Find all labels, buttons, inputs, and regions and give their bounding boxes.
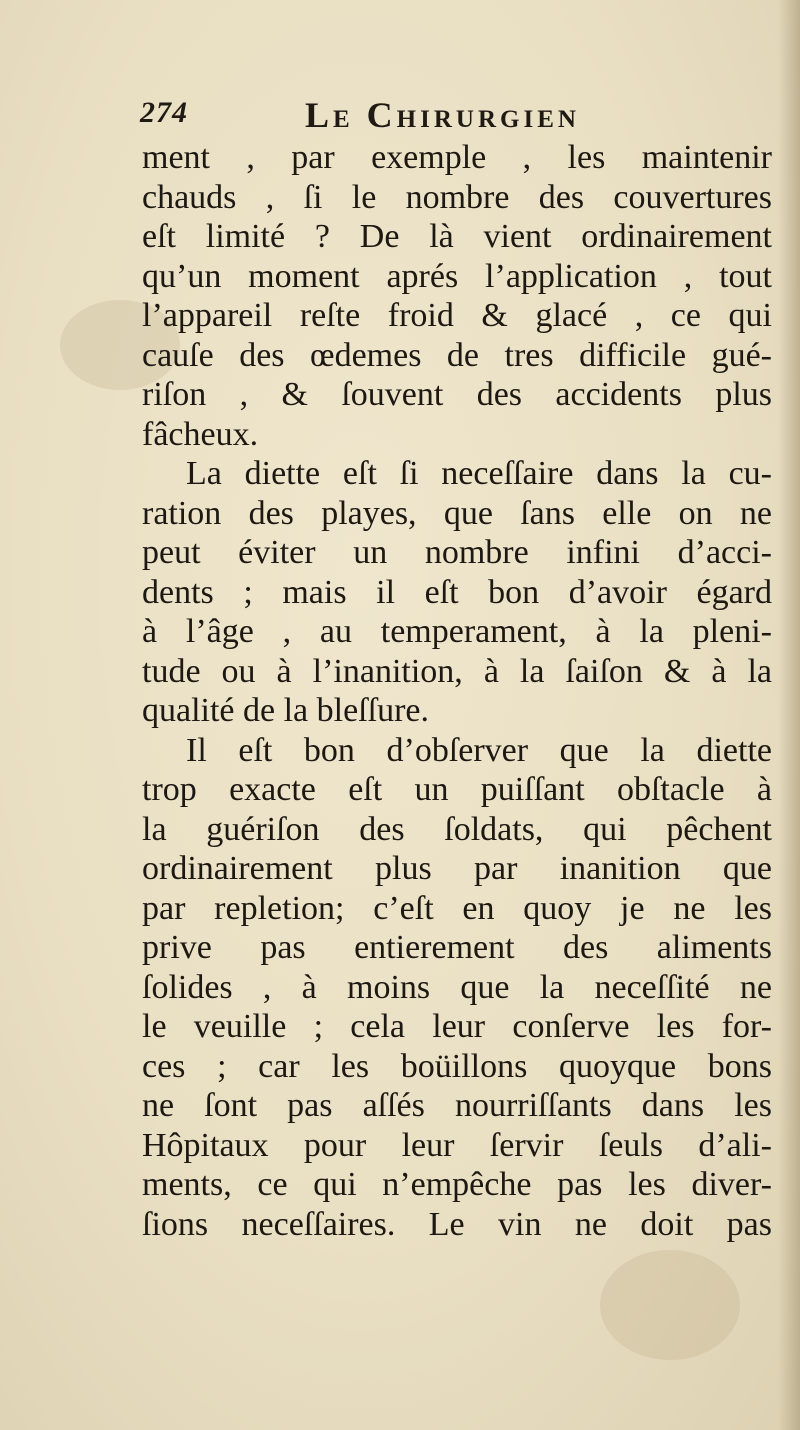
page-number: 274 bbox=[140, 96, 188, 129]
running-header bbox=[140, 96, 700, 142]
text-line: ſions neceſſaires. Le vin ne doit pas bbox=[142, 1205, 772, 1243]
text-line: riſon , & ſouvent des accidents plus bbox=[142, 376, 772, 413]
text-line: Il eſt bon d’obſerver que la diette bbox=[186, 731, 772, 769]
text-line: trop exacte eſt un puiſſant obſtacle à bbox=[142, 771, 772, 808]
text-line: la guériſon des ſoldats, qui pêchent bbox=[142, 810, 772, 848]
text-line: qualité de la bleſſure. bbox=[142, 692, 429, 729]
text-line: cauſe des œdemes de tres difficile gué- bbox=[142, 336, 772, 374]
text-line: prive pas entierement des aliments bbox=[142, 929, 772, 966]
text-line: peut éviter un nombre infini d’acci- bbox=[142, 534, 772, 571]
text-line: ment , par exemple , les maintenir bbox=[142, 139, 772, 176]
text-line: par repletion; c’eſt en quoy je ne les bbox=[142, 889, 772, 927]
text-line: ces ; car les boüillons quoyque bons bbox=[142, 1047, 772, 1085]
text-line: ordinairement plus par inanition que bbox=[142, 850, 772, 887]
text-line: qu’un moment aprés l’application , tout bbox=[142, 257, 772, 295]
text-line: eſt limité ? De là vient ordinairement bbox=[142, 218, 772, 255]
text-line: fâcheux. bbox=[142, 415, 259, 453]
text-line: ſolides , à moins que la neceſſité ne bbox=[142, 968, 772, 1006]
text-line: ne ſont pas aſſés nourriſſants dans les bbox=[142, 1087, 772, 1124]
text-line: le veuille ; cela leur conſerve les for- bbox=[142, 1008, 772, 1045]
text-line: l’appareil reſte froid & glacé , ce qui bbox=[142, 297, 772, 334]
text-line: ration des playes, que ſans elle on ne bbox=[142, 494, 772, 532]
running-title: Le Chirurgien bbox=[305, 95, 580, 135]
text-line: à l’âge , au temperament, à la pleni- bbox=[142, 613, 772, 650]
text-line: ments, ce qui n’empêche pas les diver- bbox=[142, 1166, 772, 1203]
text-line: dents ; mais il eſt bon d’avoir égard bbox=[142, 573, 772, 611]
paper-stain bbox=[600, 1250, 740, 1360]
text-line: Hôpitaux pour leur ſervir ſeuls d’ali- bbox=[142, 1126, 772, 1164]
body-text bbox=[142, 138, 772, 1244]
page-gutter-shadow bbox=[778, 0, 800, 1430]
text-line: tude ou à l’inanition, à la ſaiſon & à la bbox=[142, 652, 772, 690]
text-line: La diette eſt ſi neceſſaire dans la cu- bbox=[186, 455, 772, 492]
text-line: chauds , ſi le nombre des couvertures bbox=[142, 178, 772, 216]
